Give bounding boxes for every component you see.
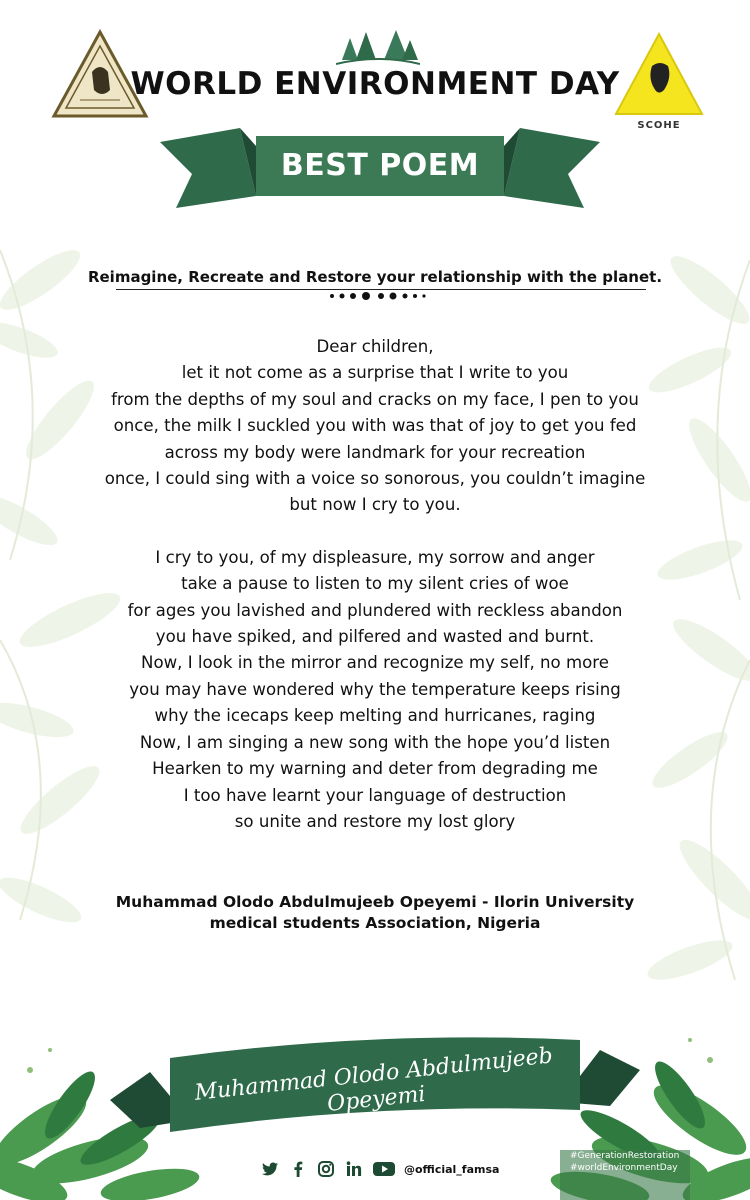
page-title: WORLD ENVIRONMENT DAY (130, 66, 620, 102)
hashtag-world-environment-day[interactable]: #worldEnvironmentDay (570, 1163, 678, 1173)
poem-line: I too have learnt your language of destruction (183, 785, 567, 805)
best-poem-label: BEST POEM (280, 148, 480, 183)
poem-body (0, 334, 750, 835)
poem-line: you may have wondered why the temperature keeps rising (129, 679, 621, 699)
hashtags (570, 1150, 700, 1174)
poem-line: so unite and restore my lost glory (234, 811, 516, 831)
social-handle[interactable]: @official_famsa (404, 1162, 500, 1176)
social-bar (260, 1158, 499, 1180)
linkedin-icon[interactable] (344, 1159, 364, 1179)
poem-line: Now, I look in the mirror and recognize my self, no more (141, 653, 609, 673)
facebook-icon[interactable] (288, 1159, 308, 1179)
author-credit (0, 892, 750, 934)
poem-line: let it not come as a surprise that I write to you (181, 363, 569, 383)
tagline: Reimagine, Recreate and Restore your relationship with the planet. (87, 268, 663, 286)
poem-line: I cry to you, of my displeasure, my sorrow and anger (155, 547, 595, 567)
dots-divider (300, 290, 450, 302)
author-name: Muhammad Olodo Abdulmujeeb Opeyemi - Ilorin University (115, 893, 635, 911)
poem-line: but now I cry to you. (289, 495, 461, 515)
poem-line: once, I could sing with a voice so sonorous, you couldn’t imagine (104, 469, 646, 489)
scohe-label: SCOHE (637, 120, 681, 131)
author-affiliation: medical students Association, Nigeria (209, 914, 541, 932)
signature: Muhammad Olodo Abdulmujeeb Opeyemi (193, 1043, 554, 1118)
poem-line: Dear children, (316, 337, 434, 356)
poem-line: Now, I am singing a new song with the hope you’d listen (139, 732, 611, 752)
poem-line: you have spiked, and pilfered and wasted and burnt. (155, 627, 595, 647)
poem-line: Hearken to my warning and deter from degrading me (152, 759, 598, 779)
stanza-gap (0, 519, 750, 545)
trees-illustration (336, 28, 420, 70)
twitter-icon[interactable] (260, 1159, 280, 1179)
hashtag-generation-restoration[interactable]: #GenerationRestoration (570, 1151, 680, 1161)
instagram-icon[interactable] (316, 1159, 336, 1179)
poem-line: why the icecaps keep melting and hurricanes, raging (154, 706, 596, 726)
youtube-icon[interactable] (372, 1159, 396, 1179)
poem-line: once, the milk I suckled you with was that of joy to get you fed (113, 416, 637, 436)
poem-line: from the depths of my soul and cracks on my face, I pen to you (111, 389, 639, 409)
poem-line: across my body were landmark for your recreation (164, 442, 586, 462)
poem-line: for ages you lavished and plundered with reckless abandon (127, 600, 623, 620)
poem-line: take a pause to listen to my silent cries of woe (181, 574, 569, 594)
